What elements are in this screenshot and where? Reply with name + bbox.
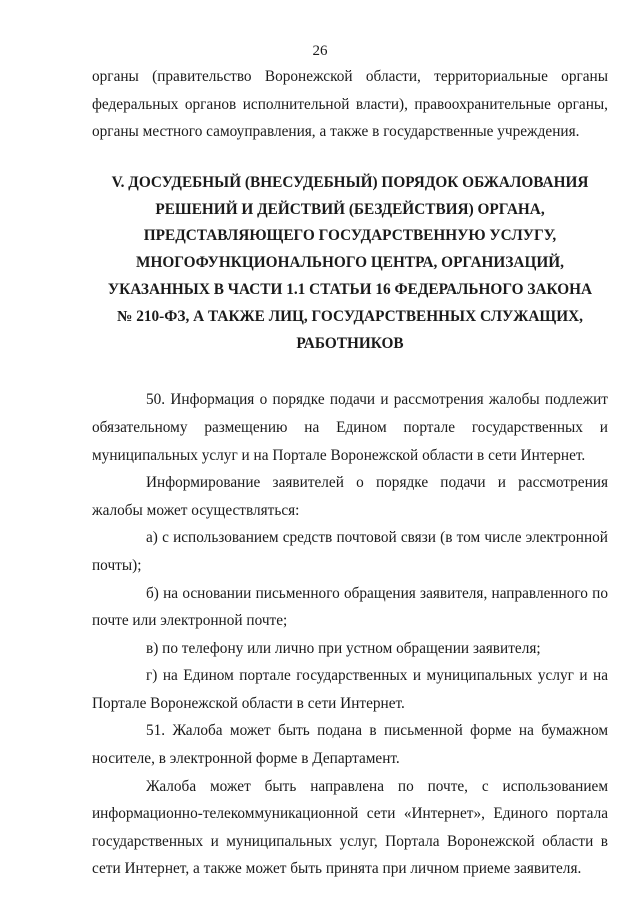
paragraph-informing: Информирование заявителей о порядке подачи и рассмотрения жалобы может осуществляться: (92, 474, 608, 519)
section-heading-line: МНОГОФУНКЦИОНАЛЬНОГО ЦЕНТРА, ОРГАНИЗАЦИЙ, (136, 254, 564, 272)
section-heading (86, 170, 614, 358)
list-item-v: в) по телефону или лично при устном обращении заявителя; (146, 639, 541, 657)
section-heading-line: РАБОТНИКОВ (296, 334, 404, 352)
list-item-a: а) с использованием средств почтовой связи (в том числе электронной почты); (92, 529, 608, 574)
section-heading-line: № 210-ФЗ, А ТАКЖЕ ЛИЦ, ГОСУДАРСТВЕННЫХ СЛУЖАЩИХ, (117, 307, 583, 325)
section-heading-line: РЕШЕНИЙ И ДЕЙСТВИЙ (БЕЗДЕЙСТВИЯ) ОРГАНА, (155, 200, 545, 218)
section-heading-line: УКАЗАННЫХ В ЧАСТИ 1.1 СТАТЬИ 16 ФЕДЕРАЛЬНОГО ЗАКОНА (107, 280, 593, 298)
list-item-b: б) на основании письменного обращения заявителя, направленного по почте или электронной почте; (92, 584, 608, 630)
continuation-paragraph: органы (правительство Воронежской области, территориальные органы федеральных органов исполнительной власти), правоохранительные органы, органы местного самоуправления, а также в государственные учреждения. (92, 68, 608, 141)
paragraph-51: 51. Жалоба может быть подана в письменной форме на бумажном носителе, в электронной форме в Департамент. (92, 722, 608, 768)
page-number: 26 (312, 43, 328, 59)
section-heading-line: ПРЕДСТАВЛЯЮЩЕГО ГОСУДАРСТВЕННУЮ УСЛУГУ, (143, 227, 557, 245)
paragraph-50: 50. Информация о порядке подачи и рассмотрения жалобы подлежит обязательному размещению на Едином портале государственных и муниципальных услуг и на Портале Воронежской области в сети Интернет. (92, 391, 608, 464)
paragraph-complaint-channels: Жалоба может быть направлена по почте, с использованием информационно-телекоммуникационной сети «Интернет», Единого портала государственных и муниципальных услуг, Портала Воронежской области в сети Интернет, а также может быть принята при личном приеме заявителя. (92, 777, 608, 878)
section-heading-line: V. ДОСУДЕБНЫЙ (ВНЕСУДЕБНЫЙ) ПОРЯДОК ОБЖАЛОВАНИЯ (111, 173, 589, 191)
list-item-g: г) на Едином портале государственных и муниципальных услуг и на Портале Воронежской области в сети Интернет. (92, 667, 608, 712)
document-body (92, 63, 608, 883)
